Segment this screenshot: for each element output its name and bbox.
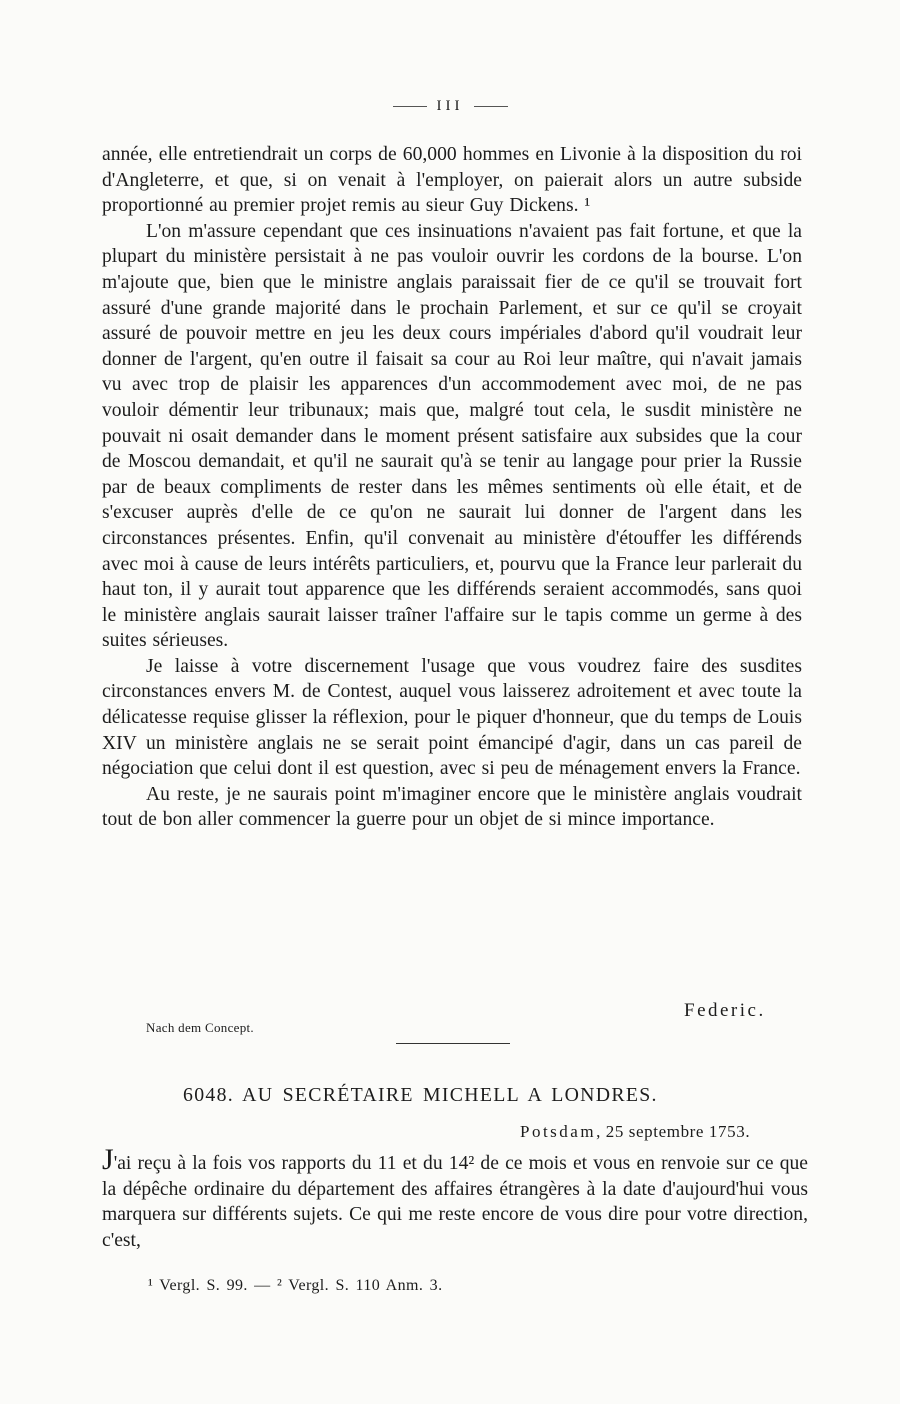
paragraph: Au reste, je ne saurais point m'imaginer encore que le ministère anglais voudrait tout de bon aller commencer la guerre pour un objet de si mince importance. — [102, 783, 802, 831]
letter-paragraph — [102, 1143, 808, 1253]
section-divider — [396, 1043, 510, 1044]
signature: Federic. — [684, 1000, 766, 1021]
letter-continuation — [102, 142, 802, 833]
header-rule-left — [393, 106, 427, 107]
paragraph: année, elle entretiendrait un corps de 60,000 hommes en Livonie à la disposition du roi d'Angleterre, et que, si on venait à l'employer, on paierait alors un autre subside proportionné au premier projet remis au sieur Guy Dickens. ¹ — [102, 144, 802, 217]
drop-cap: J — [102, 1143, 114, 1176]
paragraph: L'on m'assure cependant que ces insinuations n'avaient pas fait fortune, et que la plupart du ministère persistait à ne pas vouloir ouvrir les cordons de la bourse. L'on m'ajoute que, bien que le ministre anglais paraissait fier de ce qu'il se trouvait fort assuré d'une grande majorité dans le prochain Parlement, et sur ce qu'il se croyait assuré de pouvoir mettre en jeu les deux cours impériales d'abord qu'il voudrait leur donner de l'argent, qu'en outre il faisait sa cour au Roi leur maître, qui n'avait jamais vu avec trop de plaisir les apparences d'un accommodement avec moi, de ne pas vouloir démentir leur tribunaux; mais que, malgré tout cela, le susdit ministère ne pouvait ni osait demander dans le moment présent satisfaire aux subsides que la cour de Moscou demandait, et qu'il ne saurait qu'à se tenir au langage pour prier la Russie par de beaux compliments de rester dans les mêmes sentiments où elle était, et de s'excuser auprès d'elle de ce qu'on ne saurait lui donner de l'argent dans les circonstances présentes. Enfin, qu'il convenait au ministère d'étouffer les différends avec moi à cause de leurs intérêts particuliers, et, pourvu que la France leur parlerait du haut ton, il y aurait tout apparence que les différends seraient accommodés, sans quoi le ministère anglais saurait laisser traîner l'affaire sur le tapis comme un germe à des suites sérieuses. — [102, 220, 802, 652]
header-rule-right — [474, 106, 508, 107]
letter-place: Potsdam — [520, 1122, 597, 1141]
letter-text: 'ai reçu à la fois vos rapports du 11 et du 14² de ce mois et vous en renvoie sur ce que la dépêche ordinaire du département des affaires étrangères à la date d'aujourd'hui vous marquera sur différents sujets. Ce qui me reste encore de vous dire pour votre direction, c'est, — [102, 1153, 808, 1251]
source-note: Nach dem Concept. — [146, 1020, 254, 1035]
letter-title: 6048. AU SECRÉTAIRE MICHELL A LONDRES. — [183, 1084, 658, 1106]
letter-body — [102, 1143, 808, 1253]
footnotes: ¹ Vergl. S. 99. — ² Vergl. S. 110 Anm. 3. — [148, 1277, 443, 1294]
running-header — [0, 98, 900, 115]
paragraph: Je laisse à votre discernement l'usage que vous voudrez faire des susdites circonstances envers M. de Contest, auquel vous laisserez adroitement et avec toute la délicatesse requise glisser la réflexion, pour le piquer d'honneur, que du temps de Louis XIV un ministère anglais ne se serait point émancipé d'agir, dans un cas pareil de négociation que celui dont il est question, avec si peu de ménagement envers la France. — [102, 655, 802, 780]
letter-dateline — [520, 1122, 750, 1142]
page-number: III — [436, 98, 464, 114]
letter-date: , 25 septembre 1753. — [596, 1122, 751, 1141]
